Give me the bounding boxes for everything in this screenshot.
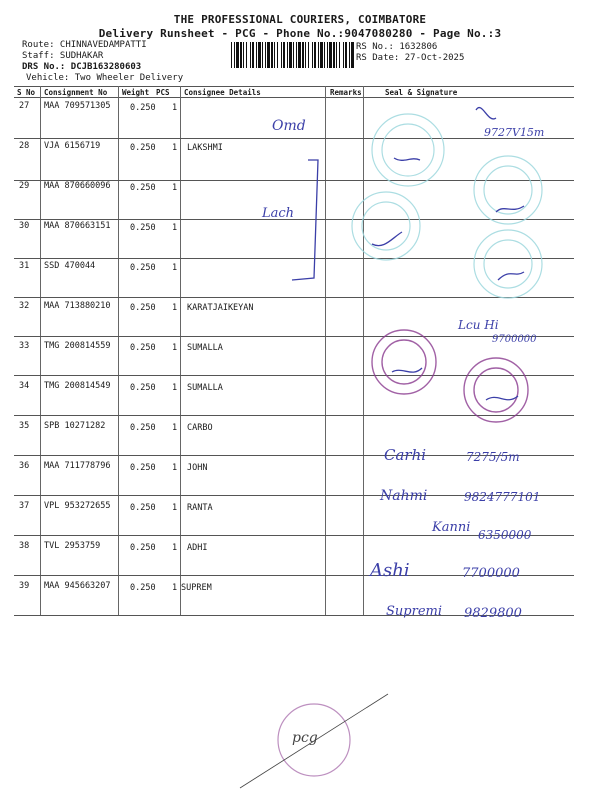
row-weight: 0.250: [130, 423, 156, 433]
row-consignment-no: MAA 870663151: [44, 221, 111, 231]
runsheet-subtitle: Delivery Runsheet - PCG - Phone No.:9047080280 - Page No.:3: [98, 27, 502, 40]
row-consignment-no: VPL 953272655: [44, 501, 111, 511]
bottom-stamp-text: pcg: [292, 730, 318, 746]
row-consignment-no: MAA 713880210: [44, 301, 111, 311]
handwritten-phone: 9727V15m: [484, 126, 545, 139]
handwritten-phone: 7700000: [462, 566, 520, 581]
row-weight: 0.250: [130, 343, 156, 353]
row-weight: 0.250: [130, 383, 156, 393]
row-pcs: 1: [172, 343, 178, 353]
vehicle-label: Vehicle: Two Wheeler Delivery: [26, 73, 184, 83]
row-weight: 0.250: [130, 503, 156, 513]
row-consignment-no: TVL 2953759: [44, 541, 101, 551]
row-weight: 0.250: [130, 183, 156, 193]
row-consignee: RANTA: [187, 503, 213, 513]
row-weight: 0.250: [130, 463, 156, 473]
row-sno: 33: [19, 341, 30, 351]
row-weight: 0.250: [130, 263, 156, 273]
row-pcs: 1: [172, 143, 178, 153]
row-consignment-no: MAA 709571305: [44, 101, 111, 111]
row-sno: 31: [19, 261, 30, 271]
row-consignment-no: VJA 6156719: [44, 141, 101, 151]
row-consignee: JOHN: [187, 463, 208, 473]
row-sno: 34: [19, 381, 30, 391]
handwritten-signature: Omd: [272, 118, 306, 134]
seal-stamp: [372, 114, 444, 186]
row-consignee: LAKSHMI: [187, 143, 223, 153]
row-sno: 27: [19, 101, 30, 111]
row-consignment-no: SSD 470044: [44, 261, 96, 271]
handwritten-signature: Carhi: [384, 446, 427, 464]
handwritten-phone: 9700000: [492, 334, 537, 345]
handwritten-signature: Supremi: [386, 604, 442, 619]
row-weight: 0.250: [130, 583, 156, 593]
row-pcs: 1: [172, 183, 178, 193]
handwritten-signature: Lcu Hi: [458, 318, 499, 332]
row-pcs: 1: [172, 303, 178, 313]
row-sno: 36: [19, 461, 30, 471]
row-consignment-no: MAA 870660096: [44, 181, 111, 191]
row-pcs: 1: [172, 223, 178, 233]
row-pcs: 1: [172, 423, 178, 433]
row-weight: 0.250: [130, 103, 156, 113]
col-header-seal: Seal & Signature: [385, 88, 458, 97]
handwritten-signature: Lach: [262, 206, 295, 221]
row-sno: 38: [19, 541, 30, 551]
handwritten-phone: 6350000: [478, 528, 532, 542]
row-sno: 29: [19, 181, 30, 191]
col-header-remarks: Remarks: [330, 88, 362, 97]
row-consignment-no: TMG 200814549: [44, 381, 111, 391]
route-label: Route: CHINNAVEDAMPATTI: [22, 40, 147, 50]
handwritten-signature: Nahmi: [380, 488, 428, 504]
row-consignee: KARATJAIKEYAN: [187, 303, 254, 313]
row-sno: 30: [19, 221, 30, 231]
row-consignee: SUMALLA: [187, 383, 223, 393]
row-sno: 28: [19, 141, 30, 151]
col-header-consignment: Consignment No: [44, 88, 108, 97]
row-weight: 0.250: [130, 223, 156, 233]
handwritten-phone: 7275/5m: [466, 450, 520, 464]
row-consignment-no: TMG 200814559: [44, 341, 111, 351]
col-header-consignee: Consignee Details: [184, 88, 261, 97]
row-pcs: 1: [172, 103, 178, 113]
drs-value: DCJB163280603: [70, 62, 142, 72]
row-pcs: 1: [172, 503, 178, 513]
company-name: THE PROFESSIONAL COURIERS, COIMBATORE: [173, 13, 427, 26]
rs-number: RS No.: 1632806: [356, 42, 438, 52]
row-consignment-no: MAA 945663207: [44, 581, 111, 591]
staff-label: Staff: SUDHAKAR: [22, 51, 104, 61]
handwritten-signature: Ashi: [370, 560, 410, 581]
row-sno: 35: [19, 421, 30, 431]
row-pcs: 1: [172, 543, 178, 553]
row-consignee: SUMALLA: [187, 343, 223, 353]
row-pcs: 1: [172, 383, 178, 393]
row-weight: 0.250: [130, 543, 156, 553]
row-sno: 32: [19, 301, 30, 311]
row-consignment-no: MAA 711778796: [44, 461, 111, 471]
col-header-sno: S No: [17, 88, 36, 97]
row-pcs: 1: [172, 263, 178, 273]
pen-stroke: [292, 160, 318, 280]
col-header-pcs: PCS: [156, 88, 170, 97]
row-sno: 37: [19, 501, 30, 511]
col-header-weight: Weight: [122, 88, 150, 97]
drs-label: DRS No.:: [22, 62, 66, 72]
row-sno: 39: [19, 581, 30, 591]
rs-date: RS Date: 27-Oct-2025: [356, 53, 465, 63]
row-pcs: 1: [172, 463, 178, 473]
handwritten-phone: 9829800: [464, 606, 522, 621]
handwritten-phone: 9824777101: [464, 490, 541, 504]
row-consignment-no: SPB 10271282: [44, 421, 106, 431]
row-pcs: 1: [172, 583, 178, 593]
row-consignee: SUPREM: [181, 583, 212, 593]
row-weight: 0.250: [130, 303, 156, 313]
row-weight: 0.250: [130, 143, 156, 153]
row-consignee: CARBO: [187, 423, 213, 433]
row-consignee: ADHI: [187, 543, 208, 553]
handwritten-signature: Kanni: [432, 520, 471, 535]
